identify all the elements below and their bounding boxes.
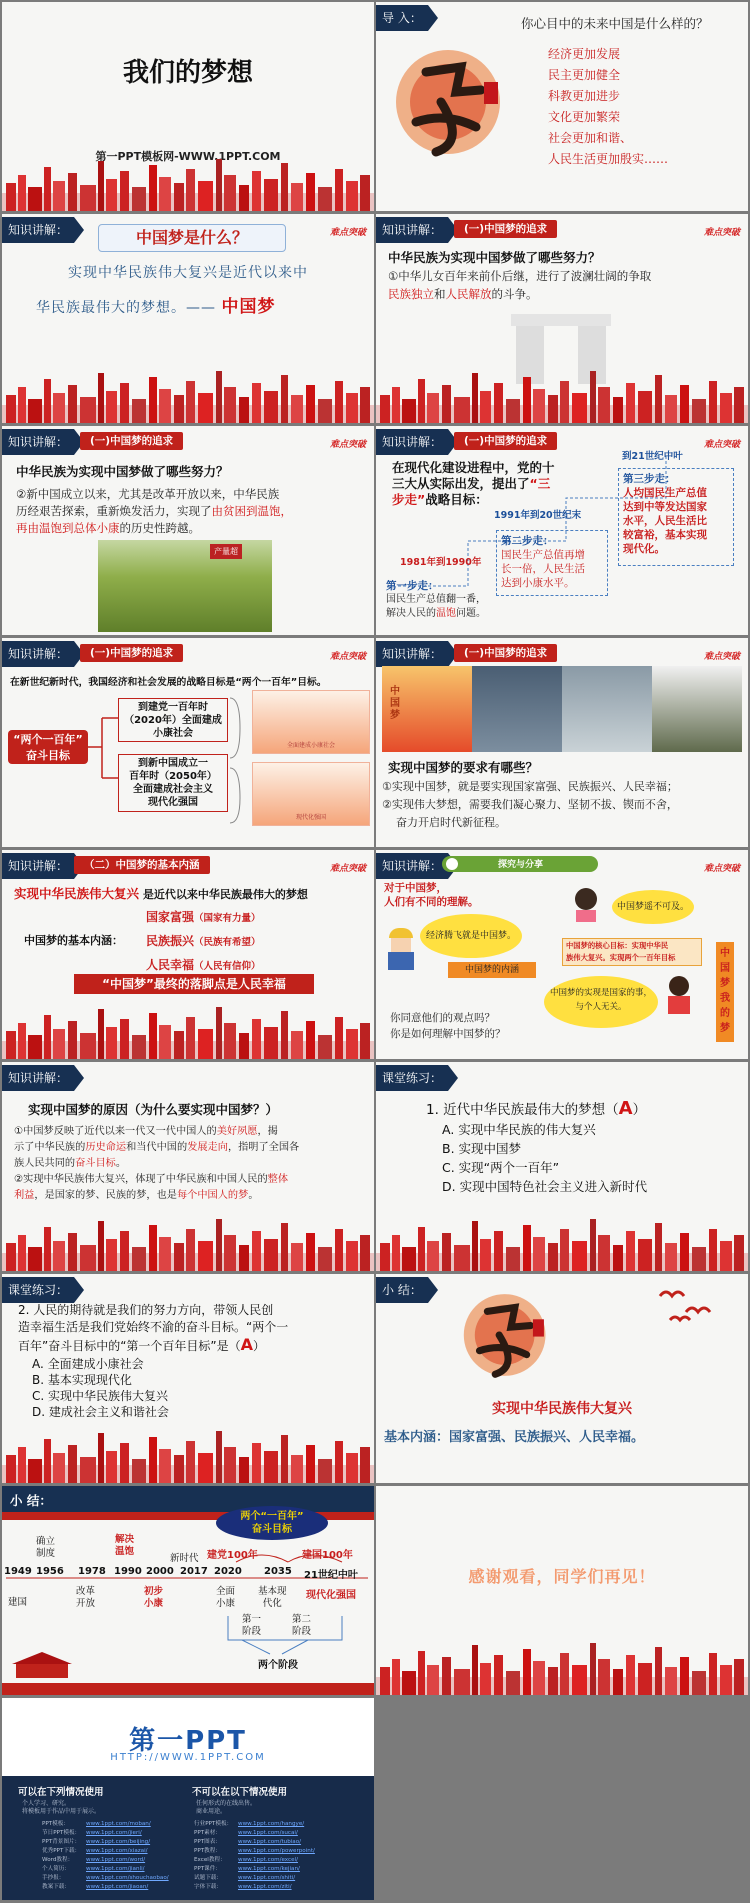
footer-link-row[interactable] [194,1883,364,1892]
china-dream-calligraphy-icon [386,32,516,172]
goal-b-box: 到新中国成立一 百年时（2050年） 全面建成社会主义 现代化强国 [118,754,228,812]
section-tag: 知识讲解： [376,853,448,879]
slide-efforts-2[interactable] [2,426,374,635]
footer-link-url[interactable]: www.1ppt.com/beijing/ [86,1839,151,1845]
step-title: 第一步走： [386,580,439,592]
skyline-image [2,1425,374,1483]
list-item: 民主更加健全 [548,68,621,82]
speech-bubble: 经济腾飞就是中国梦。 [420,914,522,958]
paragraph: ②实现伟大梦想，需要我们凝心聚力、坚韧不拔、锲而不舍， [382,798,678,811]
footer-link-row[interactable] [194,1829,364,1838]
list-item: 社会更加和谐、 [548,131,633,145]
connotation-label: 中国梦的基本内涵： [24,934,123,947]
slide-exercise-1[interactable] [376,1062,748,1271]
poster-image: 全面建成小康社会 [252,690,370,754]
step-title: 第二步走： [501,535,554,547]
intro-text: 在新世纪新时代，我国经济和社会发展的战略目标是“两个一百年”目标。 [10,677,327,688]
footer-link-url[interactable]: www.1ppt.com/xiazai/ [86,1848,148,1854]
slide-subtitle: 第一PPT模板网-WWW.1PPT.COM [95,150,281,163]
poster-image: 现代化强国 [252,762,370,826]
snow-photo [652,666,742,752]
footer-link-url[interactable]: www.1ppt.com/word/ [86,1857,146,1863]
slide-intro[interactable] [376,2,748,211]
footer-link-url[interactable]: www.1ppt.com/excel/ [238,1857,298,1863]
section-pill: (一)中国梦的追求 [80,432,183,450]
step-date: 1981年到1990年 [400,557,482,568]
section-tag: 课堂练习： [2,1277,74,1303]
timeline-label: 现代化强国 [306,1590,356,1601]
slide-summary-1[interactable] [376,1274,748,1483]
footer-link-row[interactable] [194,1820,364,1829]
skyline-image [2,365,374,423]
reason-paragraph: ①中国梦反映了近代以来一代又一代中国人的美好夙愿，揭 示了中华民族的历史命运和当代中国的发展走向，指明了全国各 族人民共同的奋斗目标。 ②实现中华民族伟大复兴，体现了中华民族和中国人民的整体 利益，是国家的梦、民族的梦，也是每个中国人的梦。 [14,1126,300,1201]
photo-strip [382,666,742,752]
core-goal-box: 中国梦的核心目标：实现中华民 族伟大复兴。实现两个一百年目标 [562,938,702,966]
footer-link-url[interactable]: www.1ppt.com/shiti/ [238,1875,296,1881]
section-tag: 导 入： [376,5,428,31]
girl-avatar-icon [572,888,600,924]
footer-link-row[interactable] [42,1847,192,1856]
section-tag: 知识讲解： [2,429,74,455]
step-desc: 国民生产总值再增 长一倍，人民生活 达到小康水平。 [501,549,585,589]
footer-link-url[interactable]: www.1ppt.com/sucai/ [238,1830,298,1836]
corner-label: 难点突破 [329,652,366,662]
summary-line: 实现中华民族伟大复兴 [492,1401,632,1417]
section-tag: 知识讲解： [2,1065,74,1091]
option[interactable]: C. 实现中华民族伟大复兴 [32,1389,169,1403]
section-tag: 小 结： [376,1277,428,1303]
question-text: 实现中国梦的要求有哪些？ [388,760,539,775]
gate-tower-icon [12,1650,72,1680]
footer-link-label: PPT教程： [194,1848,221,1854]
cannot-use-desc: 商业用途。 [196,1808,227,1815]
cannot-use-desc: 任何形式的在线出售。 [196,1800,257,1807]
slide-requirements[interactable] [376,638,748,847]
skyline-image [376,1637,748,1695]
footer-link-label: PPT图表： [194,1839,221,1845]
paragraph: ①实现中国梦，就是要实现国家富强、民族振兴、人民幸福； [382,780,678,793]
section-pill: (一)中国梦的追求 [454,432,557,450]
worker-avatar-icon [386,928,416,972]
footer-link-url[interactable]: www.1ppt.com/ziti/ [238,1884,292,1890]
footer-link-row[interactable] [42,1838,192,1847]
step-2-box [496,530,608,596]
section-tag: 知识讲解： [2,853,74,879]
footer-stripe [2,1683,374,1695]
footer-link-label: 手抄报： [42,1875,65,1881]
timeline-label: 初步 小康 [144,1586,164,1609]
license-panel [2,1776,374,1900]
corner-label: 难点突破 [703,228,740,238]
footer-link-label: 字体下载： [194,1884,222,1890]
thanks-text: 感谢观看，同学们再见！ [468,1567,656,1586]
corner-label: 难点突破 [703,440,740,450]
footer-link-url[interactable]: www.1ppt.com/kejian/ [238,1866,300,1872]
footer-link-row[interactable] [194,1856,364,1865]
paragraph: 历经艰苦探索，重新焕发活力，实现了由贫困到温饱， [16,504,292,518]
step-1-box [382,576,492,632]
slide-what-is-dream[interactable] [2,214,374,423]
connotation-item: 国家富强（国家有力量） [146,910,261,924]
intro-line: 对于中国梦， [384,882,447,894]
option[interactable]: D. 建成社会主义和谐社会 [32,1405,169,1419]
footer-link-url[interactable]: www.1ppt.com/jieri/ [86,1830,142,1836]
footer-link-row[interactable] [194,1847,364,1856]
slide-connotation[interactable] [2,850,374,1059]
connotation-item: 人民幸福（人民有信仰） [146,958,261,972]
stage-label: 两个阶段 [258,1660,298,1671]
footer-link-label: Word教程： [42,1857,74,1863]
vertical-slogan: 中 国 梦 我 的 梦 [716,942,734,1042]
timeline-label: 确立 制度 [36,1536,56,1559]
goal-oval: 两个“一百年” 奋斗目标 [216,1506,328,1540]
option[interactable]: A. 全面建成小康社会 [32,1357,144,1371]
boy-avatar-icon [666,976,692,1016]
section-tag: 知识讲解： [376,217,448,243]
section-tag: 课堂练习： [376,1065,448,1091]
section-pill: (一)中国梦的追求 [454,220,557,238]
timeline-label: 解决 温饱 [115,1534,135,1557]
timeline-label: 建国100年 [302,1550,353,1561]
footer-link-row[interactable] [194,1865,364,1874]
paragraph: 奋力开启时代新征程。 [396,816,506,829]
china-dream-calligraphy-icon [452,1280,562,1390]
slide-two-centenary[interactable] [2,638,374,847]
footer-link-row[interactable] [42,1829,192,1838]
section-tag: 知识讲解： [376,429,448,455]
section-tag: 知识讲解： [2,217,74,243]
slide-timeline[interactable]: 小 结： 两个“一百年” 奋斗目标 确立 制度 解决 温饱 新时代 建党100年 建国100年 1949 1956 1978 1990 2000 2017 2020 2035 21世纪中叶 建国 改革 开放 初步 小康 全面 小康 基本现 代化 现代化强国 第一 阶段 第二 阶段 两个阶段 [2,1486,374,1695]
definition-line-2: 华民族最伟大的梦想。—— 中国梦 [36,297,276,317]
summary-line: 基本内涵：国家富强、民族振兴、人民幸福。 [384,1430,645,1445]
footer-link-label: Excel教程： [194,1857,226,1863]
footer-link-label: PPT素材： [194,1830,221,1836]
section-tag: 知识讲解： [376,641,448,667]
headline: 实现中华民族伟大复兴 是近代以来中华民族最伟大的梦想 [14,886,308,901]
corner-label: 难点突破 [703,652,740,662]
section-pill: (一)中国梦的追求 [454,644,557,662]
footer-link-label: 行业PPT模板： [194,1821,233,1827]
footer-link-label: 试题下载： [194,1875,222,1881]
intro-line: 步走”战略目标： [392,492,488,507]
step-date: 到21世纪中叶 [622,451,683,462]
options-list [32,1356,169,1420]
step-3-box [618,468,734,566]
intro-line: 三大从实际出发，提出了“三 [392,476,551,491]
intro-line: 人们有不同的理解。 [384,896,479,908]
step-title: 第三步走： [623,473,676,485]
option[interactable]: B. 实现中国梦 [442,1141,522,1156]
dream-poster-image: 中国梦 [382,666,472,752]
brand-footer [2,1698,374,1900]
footer-link-label: PPT背景图片： [42,1839,81,1845]
brace-right [228,688,246,828]
paragraph: 民族独立和人民解放的斗争。 [388,287,538,301]
footer-link-label: PPT课件： [194,1866,221,1872]
list-item: 文化更加繁荣 [548,110,621,124]
goal-a-box: 到建党一百年时 （2020年）全面建成 小康社会 [118,698,228,742]
footer-link-label: 个人简历： [42,1866,70,1872]
can-use-title: 可以在下列情况使用 [18,1787,104,1798]
option[interactable]: D. 实现中国特色社会主义进入新时代 [442,1179,648,1194]
slide-exercise-2[interactable] [2,1274,374,1483]
corner-label: 难点突破 [329,864,366,874]
ask-line: 你同意他们的观点吗？ [390,1012,495,1024]
footer-link-url[interactable]: www.1ppt.com/tubiao/ [238,1839,302,1845]
question-text: 中华民族为实现中国梦做了哪些努力？ [16,464,229,479]
connotation-tag: 中国梦的内涵 [448,962,536,978]
timeline-label: 新时代 [170,1553,199,1564]
timeline-label: 改革 开放 [76,1586,96,1609]
soldiers-photo [562,666,652,752]
step-desc: 人均国民生产总值 达到中等发达国家 水平，人民生活比 较富裕，基本实现 现代化。 [623,487,707,555]
options-list [442,1120,647,1196]
section-pill: (一)中国梦的追求 [80,644,183,662]
step-date: 1991年到20世纪末 [494,510,582,521]
timeline-label: 基本现 代化 [258,1586,287,1609]
footer-link-row[interactable] [42,1856,192,1865]
speech-bubble: 中国梦遥不可及。 [612,890,694,924]
links-column [194,1820,364,1892]
field-sign: 产量超 [210,544,242,559]
birds-icon [656,1286,720,1328]
links-column [42,1820,192,1892]
list-item: 人民生活更加殷实…… [548,152,669,166]
footer-link-row[interactable] [42,1874,192,1883]
intro-line: 在现代化建设进程中，党的十 [392,460,555,475]
footer-link-url[interactable]: www.1ppt.com/hangye/ [238,1821,305,1827]
question-text: 中华民族为实现中国梦做了哪些努力？ [388,250,601,265]
timeline-label: 建党100年 [207,1550,258,1561]
section-pill: （二）中国梦的基本内涵 [74,856,210,874]
footer-link-label: 节日PPT模板： [42,1830,81,1836]
speech-bubble: 中国梦的实现是国家的事， 与个人无关。 [544,976,658,1028]
step-desc: 解决人民的温饱问题。 [386,608,486,619]
answer-mark: A [618,1098,633,1119]
skyline-image [2,1001,374,1059]
step-desc: 国民生产总值翻一番， [386,594,486,605]
paragraph: ①中华儿女百年来前仆后继，进行了波澜壮阔的争取 [388,269,652,283]
explore-banner: 探究与分享 [442,856,598,872]
paragraph: ②新中国成立以来，尤其是改革开放以来，中华民族 [16,487,280,501]
footer-link-label: PPT模板： [42,1821,69,1827]
footer-link-url[interactable]: www.1ppt.com/jiaoan/ [86,1884,149,1890]
skyline-image [2,153,374,211]
footer-link-row[interactable] [42,1883,192,1892]
option[interactable]: B. 基本实现现代化 [32,1373,132,1387]
stage-label: 第一 阶段 [242,1614,262,1637]
cannot-use-title: 不可以在以下情况使用 [192,1787,288,1798]
slide-explore-share[interactable] [376,850,748,1059]
can-use-desc: 个人学习、研究。 [22,1800,71,1807]
rice-field-image [98,540,272,632]
corner-label: 难点突破 [329,228,366,238]
definition-line-1: 实现中华民族伟大复兴是近代以来中 [68,265,308,281]
slide-title-text: 我们的梦想 [122,58,253,88]
corner-label: 难点突破 [703,864,740,874]
slide-heading: 实现中国梦的原因（为什么要实现中国梦？） [28,1102,279,1117]
question-box: 中国梦是什么？ [98,224,286,252]
footer-link-url[interactable]: www.1ppt.com/powerpoint/ [238,1848,315,1854]
footer-link-url[interactable]: www.1ppt.com/jianli/ [86,1866,145,1872]
goal-box: “两个一百年” 奋斗目标 [8,730,88,764]
question-text: 1. 近代中华民族最伟大的梦想（A） [426,1098,647,1119]
intro-question: 你心目中的未来中国是什么样的？ [521,16,709,31]
corner-label: 难点突破 [329,440,366,450]
footer-link-url[interactable]: www.1ppt.com/shouchaobao/ [86,1875,169,1881]
rescue-photo [472,666,562,752]
conclusion-banner: “中国梦”最终的落脚点是人民幸福 [74,974,314,994]
section-tag: 小 结： [10,1493,52,1508]
slide-thanks[interactable] [376,1486,748,1695]
list-item: 经济更加发展 [548,47,621,61]
brand-logo: 第一PPT [129,1726,247,1756]
list-item: 科教更加进步 [548,89,621,103]
slide-reasons[interactable] [2,1062,374,1271]
footer-link-url[interactable]: www.1ppt.com/moban/ [86,1821,151,1827]
option[interactable]: C. 实现“两个一百年” [442,1160,560,1175]
section-tag: 知识讲解： [2,641,74,667]
timeline-label: 全面 小康 [216,1586,236,1609]
footer-link-label: 教案下载： [42,1884,70,1890]
paragraph: 再由温饱到总体小康的历史性跨越。 [16,521,200,535]
footer-link-row[interactable] [194,1838,364,1847]
skyline-image [376,1213,748,1271]
slide-efforts-1[interactable] [376,214,748,423]
connotation-item: 民族振兴（民族有希望） [146,934,261,948]
future-china-list [548,44,668,170]
timeline-label: 建国 [8,1597,28,1608]
question-text: 2. 人民的期待就是我们的努力方向，带领人民创 造幸福生活是我们党始终不渝的奋斗目标。“两个一 百年”奋斗目标中的“第一个百年目标”是（A） [18,1303,289,1354]
can-use-desc: 将模板用于作品中用于展示。 [22,1808,101,1815]
footer-link-label: 优秀PPT下载： [42,1848,81,1854]
ask-line: 你是如何理解中国梦的？ [390,1028,506,1040]
slide-title[interactable] [2,2,374,211]
brand-url[interactable]: HTTP://WWW.1PPT.COM [110,1752,266,1763]
answer-mark: A [240,1335,254,1354]
skyline-image [376,365,748,423]
footer-link-row[interactable] [42,1820,192,1829]
stage-label: 第二 阶段 [292,1614,312,1637]
footer-link-row[interactable] [194,1874,364,1883]
skyline-image [2,1213,374,1271]
slide-three-steps[interactable] [376,426,748,635]
footer-link-row[interactable] [42,1865,192,1874]
option[interactable]: A. 实现中华民族的伟大复兴 [442,1122,596,1137]
